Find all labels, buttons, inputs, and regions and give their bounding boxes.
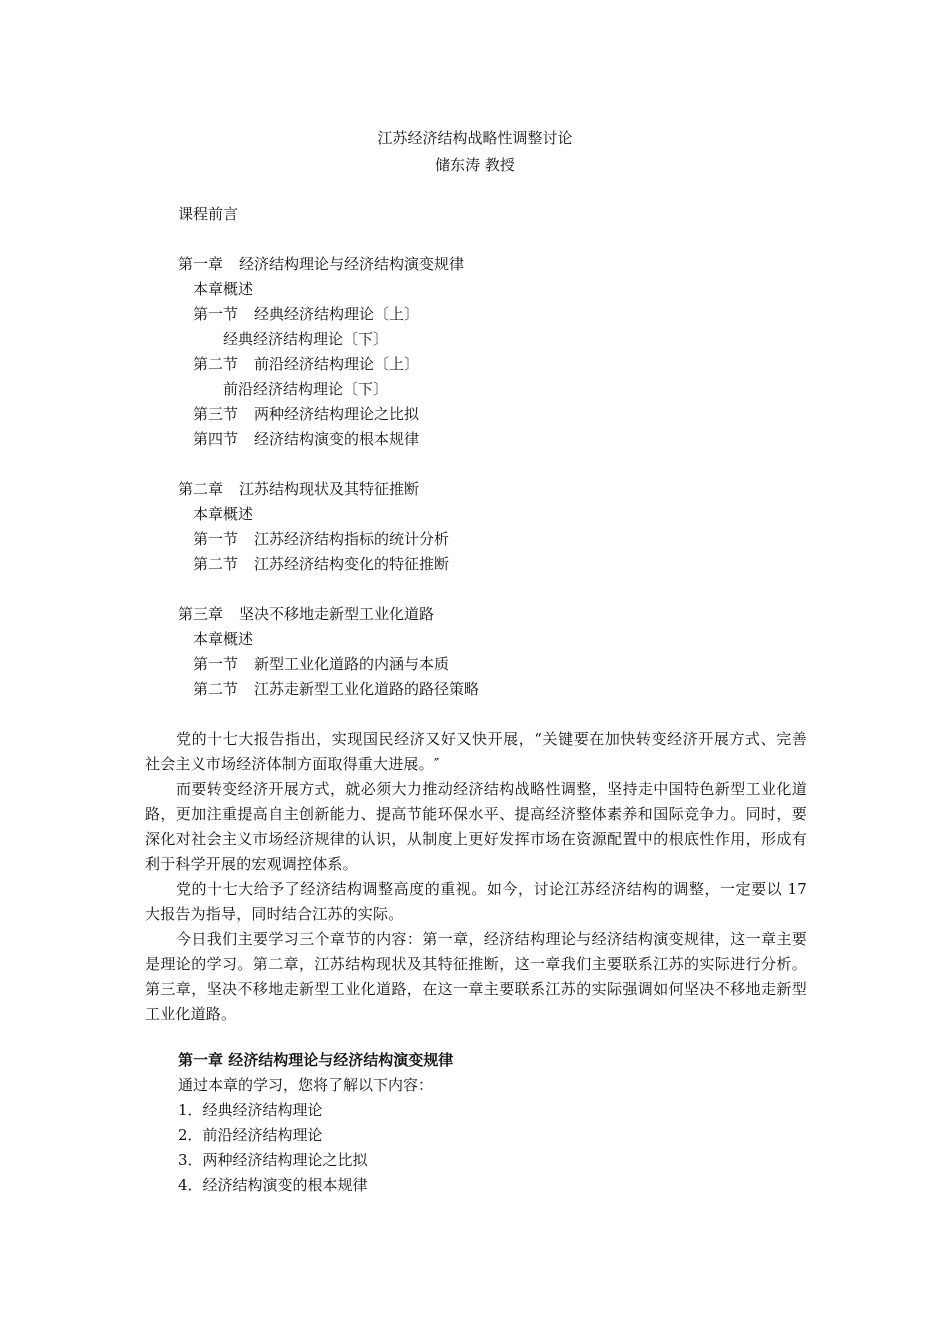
toc-chapter-1-section-2 [178, 352, 818, 377]
toc-section-title: 前沿经济结构理论〔上〕 [254, 355, 420, 373]
table-of-contents [178, 202, 818, 702]
toc-section-title: 经济结构演变的根本规律 [254, 430, 420, 448]
paragraph: 党的十七大给予了经济结构调整高度的重视。如今，讨论江苏经济结构的调整，一定要以 17 大报告为指导，同时结合江苏的实际。 [145, 880, 807, 923]
toc-chapter-3-number: 第三章 [178, 605, 224, 623]
toc-section-title: 江苏经济结构变化的特征推断 [254, 555, 450, 573]
chapter-1-intro: 通过本章的学习，您将了解以下内容： [178, 1076, 434, 1094]
document-author: 储东涛 教授 [435, 156, 515, 174]
toc-chapter-1-section-2b: 前沿经济结构理论〔下〕 [223, 380, 389, 398]
toc-chapter-2-title: 江苏结构现状及其特征推断 [239, 480, 420, 498]
toc-section-title: 两种经济结构理论之比拟 [254, 405, 420, 423]
toc-chapter-2 [178, 477, 818, 502]
toc-section-number: 第一节 [193, 530, 239, 548]
toc-chapter-2-section-2 [178, 552, 818, 577]
toc-section-number: 第二节 [193, 355, 239, 373]
list-item: 4．经济结构演变的根本规律 [178, 1176, 368, 1194]
paragraph: 党的十七大报告指出，实现国民经济又好又快开展，“关键要在加快转变经济开展方式、完善社会主义市场经济体制方面取得重大进展。″ [145, 730, 807, 773]
toc-preface: 课程前言 [178, 205, 239, 223]
toc-chapter-1 [178, 252, 818, 277]
toc-section-title: 江苏经济结构指标的统计分析 [254, 530, 450, 548]
toc-chapter-3 [178, 602, 818, 627]
list-item: 1．经典经济结构理论 [178, 1101, 323, 1119]
toc-chapter-1-overview: 本章概述 [193, 280, 254, 298]
toc-chapter-1-title: 经济结构理论与经济结构演变规律 [239, 255, 465, 273]
toc-chapter-2-section-1 [178, 527, 818, 552]
toc-chapter-3-overview: 本章概述 [193, 630, 254, 648]
toc-chapter-1-section-3 [178, 402, 818, 427]
toc-chapter-2-number: 第二章 [178, 480, 224, 498]
toc-chapter-1-section-1b: 经典经济结构理论〔下〕 [223, 330, 389, 348]
toc-section-title: 经典经济结构理论〔上〕 [254, 305, 420, 323]
toc-section-number: 第四节 [193, 430, 239, 448]
toc-chapter-2-overview: 本章概述 [193, 505, 254, 523]
toc-chapter-1-section-1 [178, 302, 818, 327]
toc-chapter-3-section-1 [178, 652, 818, 677]
chapter-1-heading: 第一章 经济结构理论与经济结构演变规律 [178, 1051, 454, 1069]
toc-chapter-1-number: 第一章 [178, 255, 224, 273]
toc-section-title: 新型工业化道路的内涵与本质 [254, 655, 450, 673]
paragraph: 今日我们主要学习三个章节的内容：第一章，经济结构理论与经济结构演变规律，这一章主要是理论的学习。第二章，江苏结构现状及其特征推断，这一章我们主要联系江苏的实际进行分析。第三章，坚决不移地走新型工业化道路，在这一章主要联系江苏的实际强调如何坚决不移地走新型工业化道路。 [145, 930, 807, 1023]
toc-section-number: 第一节 [193, 305, 239, 323]
list-item: 3．两种经济结构理论之比拟 [178, 1151, 368, 1169]
paragraph: 而要转变经济开展方式，就必须大力推动经济结构战略性调整，坚持走中国特色新型工业化道路，更加注重提高自主创新能力、提高节能环保水平、提高经济整体素养和国际竞争力。同时，要深化对社会主义市场经济规律的认识，从制度上更好发挥市场在资源配置中的根底性作用，形成有利于科学开展的宏观调控体系。 [145, 780, 807, 873]
toc-chapter-1-section-4 [178, 427, 818, 452]
toc-section-number: 第一节 [193, 655, 239, 673]
toc-chapter-3-section-2 [178, 677, 818, 702]
chapter-1-section [178, 1048, 778, 1198]
toc-section-number: 第三节 [193, 405, 239, 423]
toc-section-number: 第二节 [193, 555, 239, 573]
document-title: 江苏经济结构战略性调整讨论 [377, 129, 573, 147]
toc-chapter-3-title: 坚决不移地走新型工业化道路 [239, 605, 435, 623]
toc-section-number: 第二节 [193, 680, 239, 698]
toc-section-title: 江苏走新型工业化道路的路径策略 [254, 680, 480, 698]
body-text [145, 727, 807, 1027]
list-item: 2．前沿经济结构理论 [178, 1126, 323, 1144]
